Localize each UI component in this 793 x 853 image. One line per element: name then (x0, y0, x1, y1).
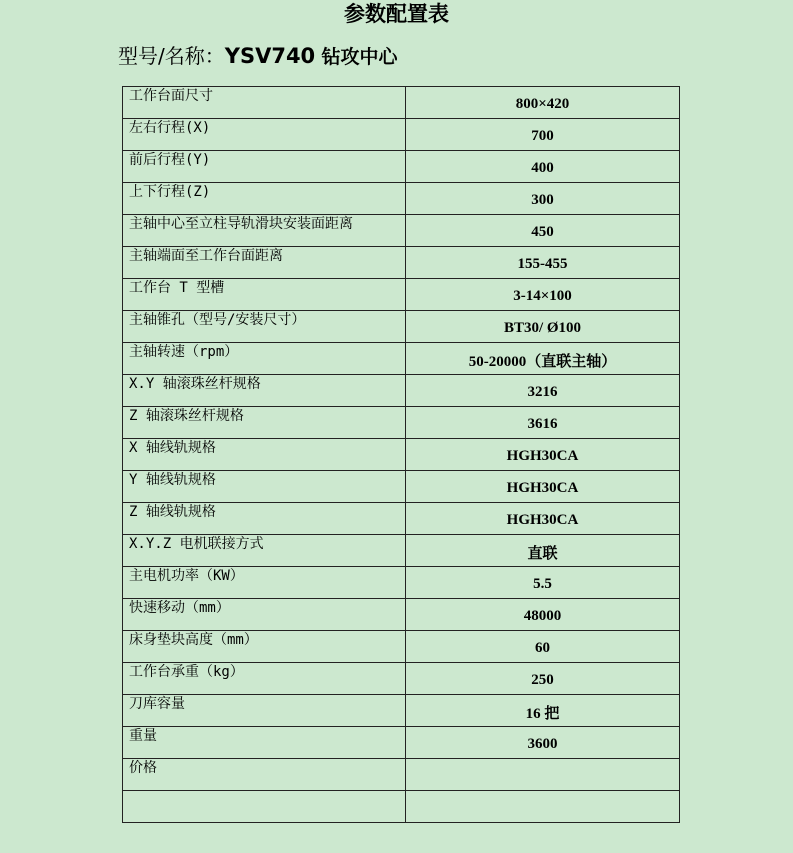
spec-param-cell: 工作台面尺寸 (123, 87, 406, 119)
model-code: YSV740 (224, 44, 316, 68)
spec-param-cell: 工作台承重（kg） (123, 663, 406, 695)
table-row (123, 695, 680, 727)
table-row (123, 247, 680, 279)
spec-param-cell (123, 791, 406, 823)
table-row (123, 343, 680, 375)
spec-param-cell: X.Y.Z 电机联接方式 (123, 535, 406, 567)
spec-param-cell: Y 轴线轨规格 (123, 471, 406, 503)
table-row (123, 375, 680, 407)
table-row (123, 311, 680, 343)
table-row (123, 663, 680, 695)
spec-value-cell: HGH30CA (406, 471, 680, 503)
model-label: 型号/名称： (118, 44, 225, 68)
spec-table-body (123, 87, 680, 823)
page-title: 参数配置表 (344, 1, 449, 26)
spec-param-cell: 床身垫块高度（mm） (123, 631, 406, 663)
spec-param-cell: 主轴锥孔（型号/安装尺寸） (123, 311, 406, 343)
spec-param-cell: 主轴中心至立柱导轨滑块安装面距离 (123, 215, 406, 247)
spec-param-cell: 快速移动（mm） (123, 599, 406, 631)
spec-value-cell: 155-455 (406, 247, 680, 279)
spec-value-cell: 300 (406, 183, 680, 215)
table-row (123, 151, 680, 183)
spec-value-cell: 3-14×100 (406, 279, 680, 311)
spec-value-cell: 直联 (406, 535, 680, 567)
table-row (123, 183, 680, 215)
spec-param-cell: 价格 (123, 759, 406, 791)
spec-param-cell: Z 轴滚珠丝杆规格 (123, 407, 406, 439)
spec-value-cell: 48000 (406, 599, 680, 631)
table-row (123, 407, 680, 439)
table-row (123, 535, 680, 567)
spec-value-cell: HGH30CA (406, 503, 680, 535)
spec-value-cell: 700 (406, 119, 680, 151)
spec-param-cell: X 轴线轨规格 (123, 439, 406, 471)
spec-value-cell: 3216 (406, 375, 680, 407)
table-row (123, 567, 680, 599)
spec-param-cell: 主轴转速（rpm） (123, 343, 406, 375)
table-row (123, 791, 680, 823)
spec-param-cell: 工作台 T 型槽 (123, 279, 406, 311)
table-row (123, 87, 680, 119)
spec-value-cell: 16 把 (406, 695, 680, 727)
spec-param-cell: 上下行程(Z) (123, 183, 406, 215)
table-row (123, 631, 680, 663)
spec-value-cell: 3600 (406, 727, 680, 759)
spec-value-cell: 400 (406, 151, 680, 183)
spec-param-cell: 前后行程(Y) (123, 151, 406, 183)
spec-value-cell (406, 791, 680, 823)
spec-param-cell: 刀库容量 (123, 695, 406, 727)
spec-param-cell: 主电机功率（KW） (123, 567, 406, 599)
model-line (118, 43, 398, 70)
spec-param-cell: X.Y 轴滚珠丝杆规格 (123, 375, 406, 407)
spec-value-cell (406, 759, 680, 791)
spec-value-cell: 5.5 (406, 567, 680, 599)
spec-value-cell: 60 (406, 631, 680, 663)
spec-param-cell: 左右行程(X) (123, 119, 406, 151)
spec-value-cell: 250 (406, 663, 680, 695)
spec-value-cell: 3616 (406, 407, 680, 439)
spec-param-cell: Z 轴线轨规格 (123, 503, 406, 535)
table-row (123, 759, 680, 791)
spec-param-cell: 重量 (123, 727, 406, 759)
table-row (123, 215, 680, 247)
table-row (123, 727, 680, 759)
spec-value-cell: HGH30CA (406, 439, 680, 471)
spec-value-cell: 800×420 (406, 87, 680, 119)
table-row (123, 279, 680, 311)
table-row (123, 119, 680, 151)
spec-value-cell: BT30/ Ø100 (406, 311, 680, 343)
spec-value-cell: 450 (406, 215, 680, 247)
model-name: 钻攻中心 (321, 46, 398, 68)
table-row (123, 471, 680, 503)
spec-value-cell: 50-20000（直联主轴） (406, 343, 680, 375)
spec-table (122, 86, 680, 823)
spec-param-cell: 主轴端面至工作台面距离 (123, 247, 406, 279)
table-row (123, 439, 680, 471)
table-row (123, 503, 680, 535)
table-row (123, 599, 680, 631)
